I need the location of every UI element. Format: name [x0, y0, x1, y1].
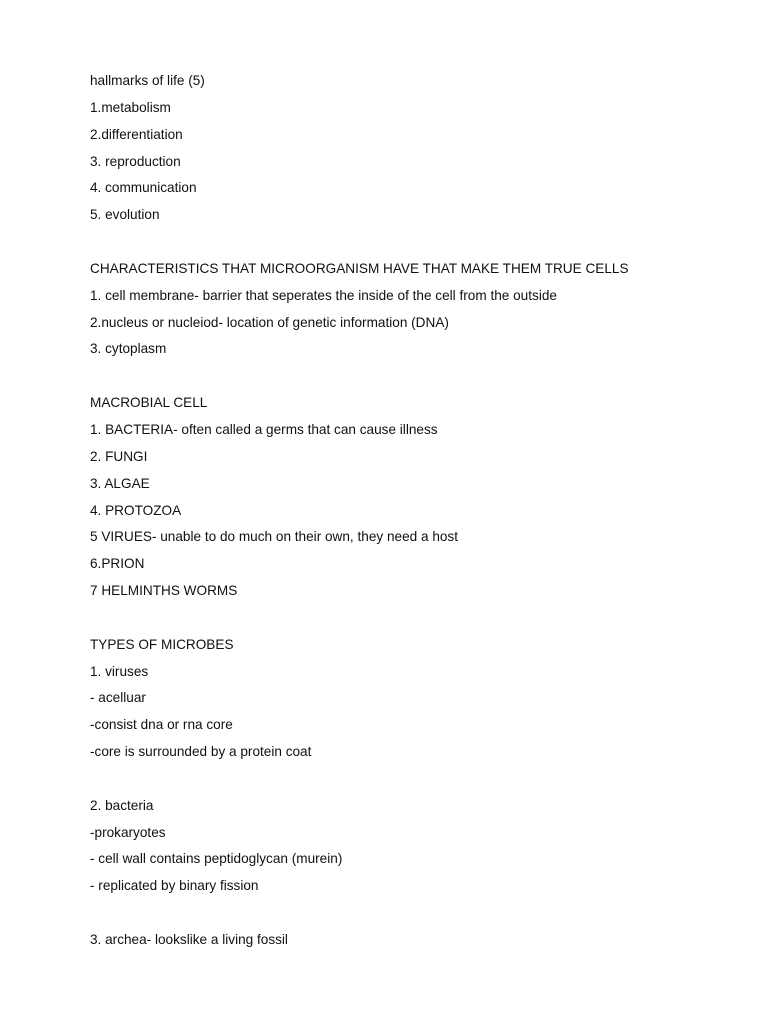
list-item: 4. communication: [90, 180, 197, 196]
blank-line: [90, 768, 730, 795]
list-item: 5. evolution: [90, 207, 160, 223]
list-item: 2.differentiation: [90, 126, 183, 142]
section-bacteria: [90, 795, 730, 902]
list-item: 1. cell membrane- barrier that seperates the inside of the cell from the outside: [90, 287, 557, 303]
list-item: 5 VIRUES- unable to do much on their own, they need a host: [90, 529, 459, 545]
blank-line: [90, 607, 730, 634]
list-item: 7 HELMINTHS WORMS: [90, 583, 238, 599]
list-item: - replicated by binary fission: [90, 878, 259, 894]
section-heading: hallmarks of life (5): [90, 73, 205, 88]
list-item: 3. cytoplasm: [90, 341, 167, 357]
section-heading: TYPES OF MICROBES: [90, 636, 234, 652]
document-page: [90, 70, 730, 956]
section-macrobial-cell: [90, 392, 730, 607]
section-archea: [90, 929, 730, 956]
list-item: 2.nucleus or nucleiod- location of genetic information (DNA): [90, 314, 449, 330]
list-item: 1. viruses: [90, 663, 149, 679]
list-item: 1.metabolism: [90, 99, 171, 115]
section-true-cells: [90, 258, 730, 365]
list-item: - acelluar: [90, 690, 146, 706]
section-heading: MACROBIAL CELL: [90, 395, 208, 411]
list-item: 4. PROTOZOA: [90, 502, 182, 518]
list-item: 2. FUNGI: [90, 448, 148, 464]
list-item: 1. BACTERIA- often called a germs that can cause illness: [90, 421, 438, 437]
list-item: 3. reproduction: [90, 153, 181, 169]
list-item: 3. ALGAE: [90, 475, 150, 491]
list-item: - cell wall contains peptidoglycan (murein): [90, 851, 343, 867]
blank-line: [90, 902, 730, 929]
section-heading: CHARACTERISTICS THAT MICROORGANISM HAVE THAT MAKE THEM TRUE CELLS: [90, 260, 629, 276]
list-item: 3. archea- lookslike a living fossil: [90, 932, 288, 947]
section-hallmarks: [90, 70, 730, 231]
list-item: -prokaryotes: [90, 824, 166, 840]
list-item: -core is surrounded by a protein coat: [90, 744, 312, 760]
blank-line: [90, 365, 730, 392]
list-item: 6.PRION: [90, 556, 145, 572]
blank-line: [90, 231, 730, 258]
list-item: 2. bacteria: [90, 797, 154, 813]
list-item: -consist dna or rna core: [90, 717, 233, 733]
section-types-of-microbes: [90, 634, 730, 768]
